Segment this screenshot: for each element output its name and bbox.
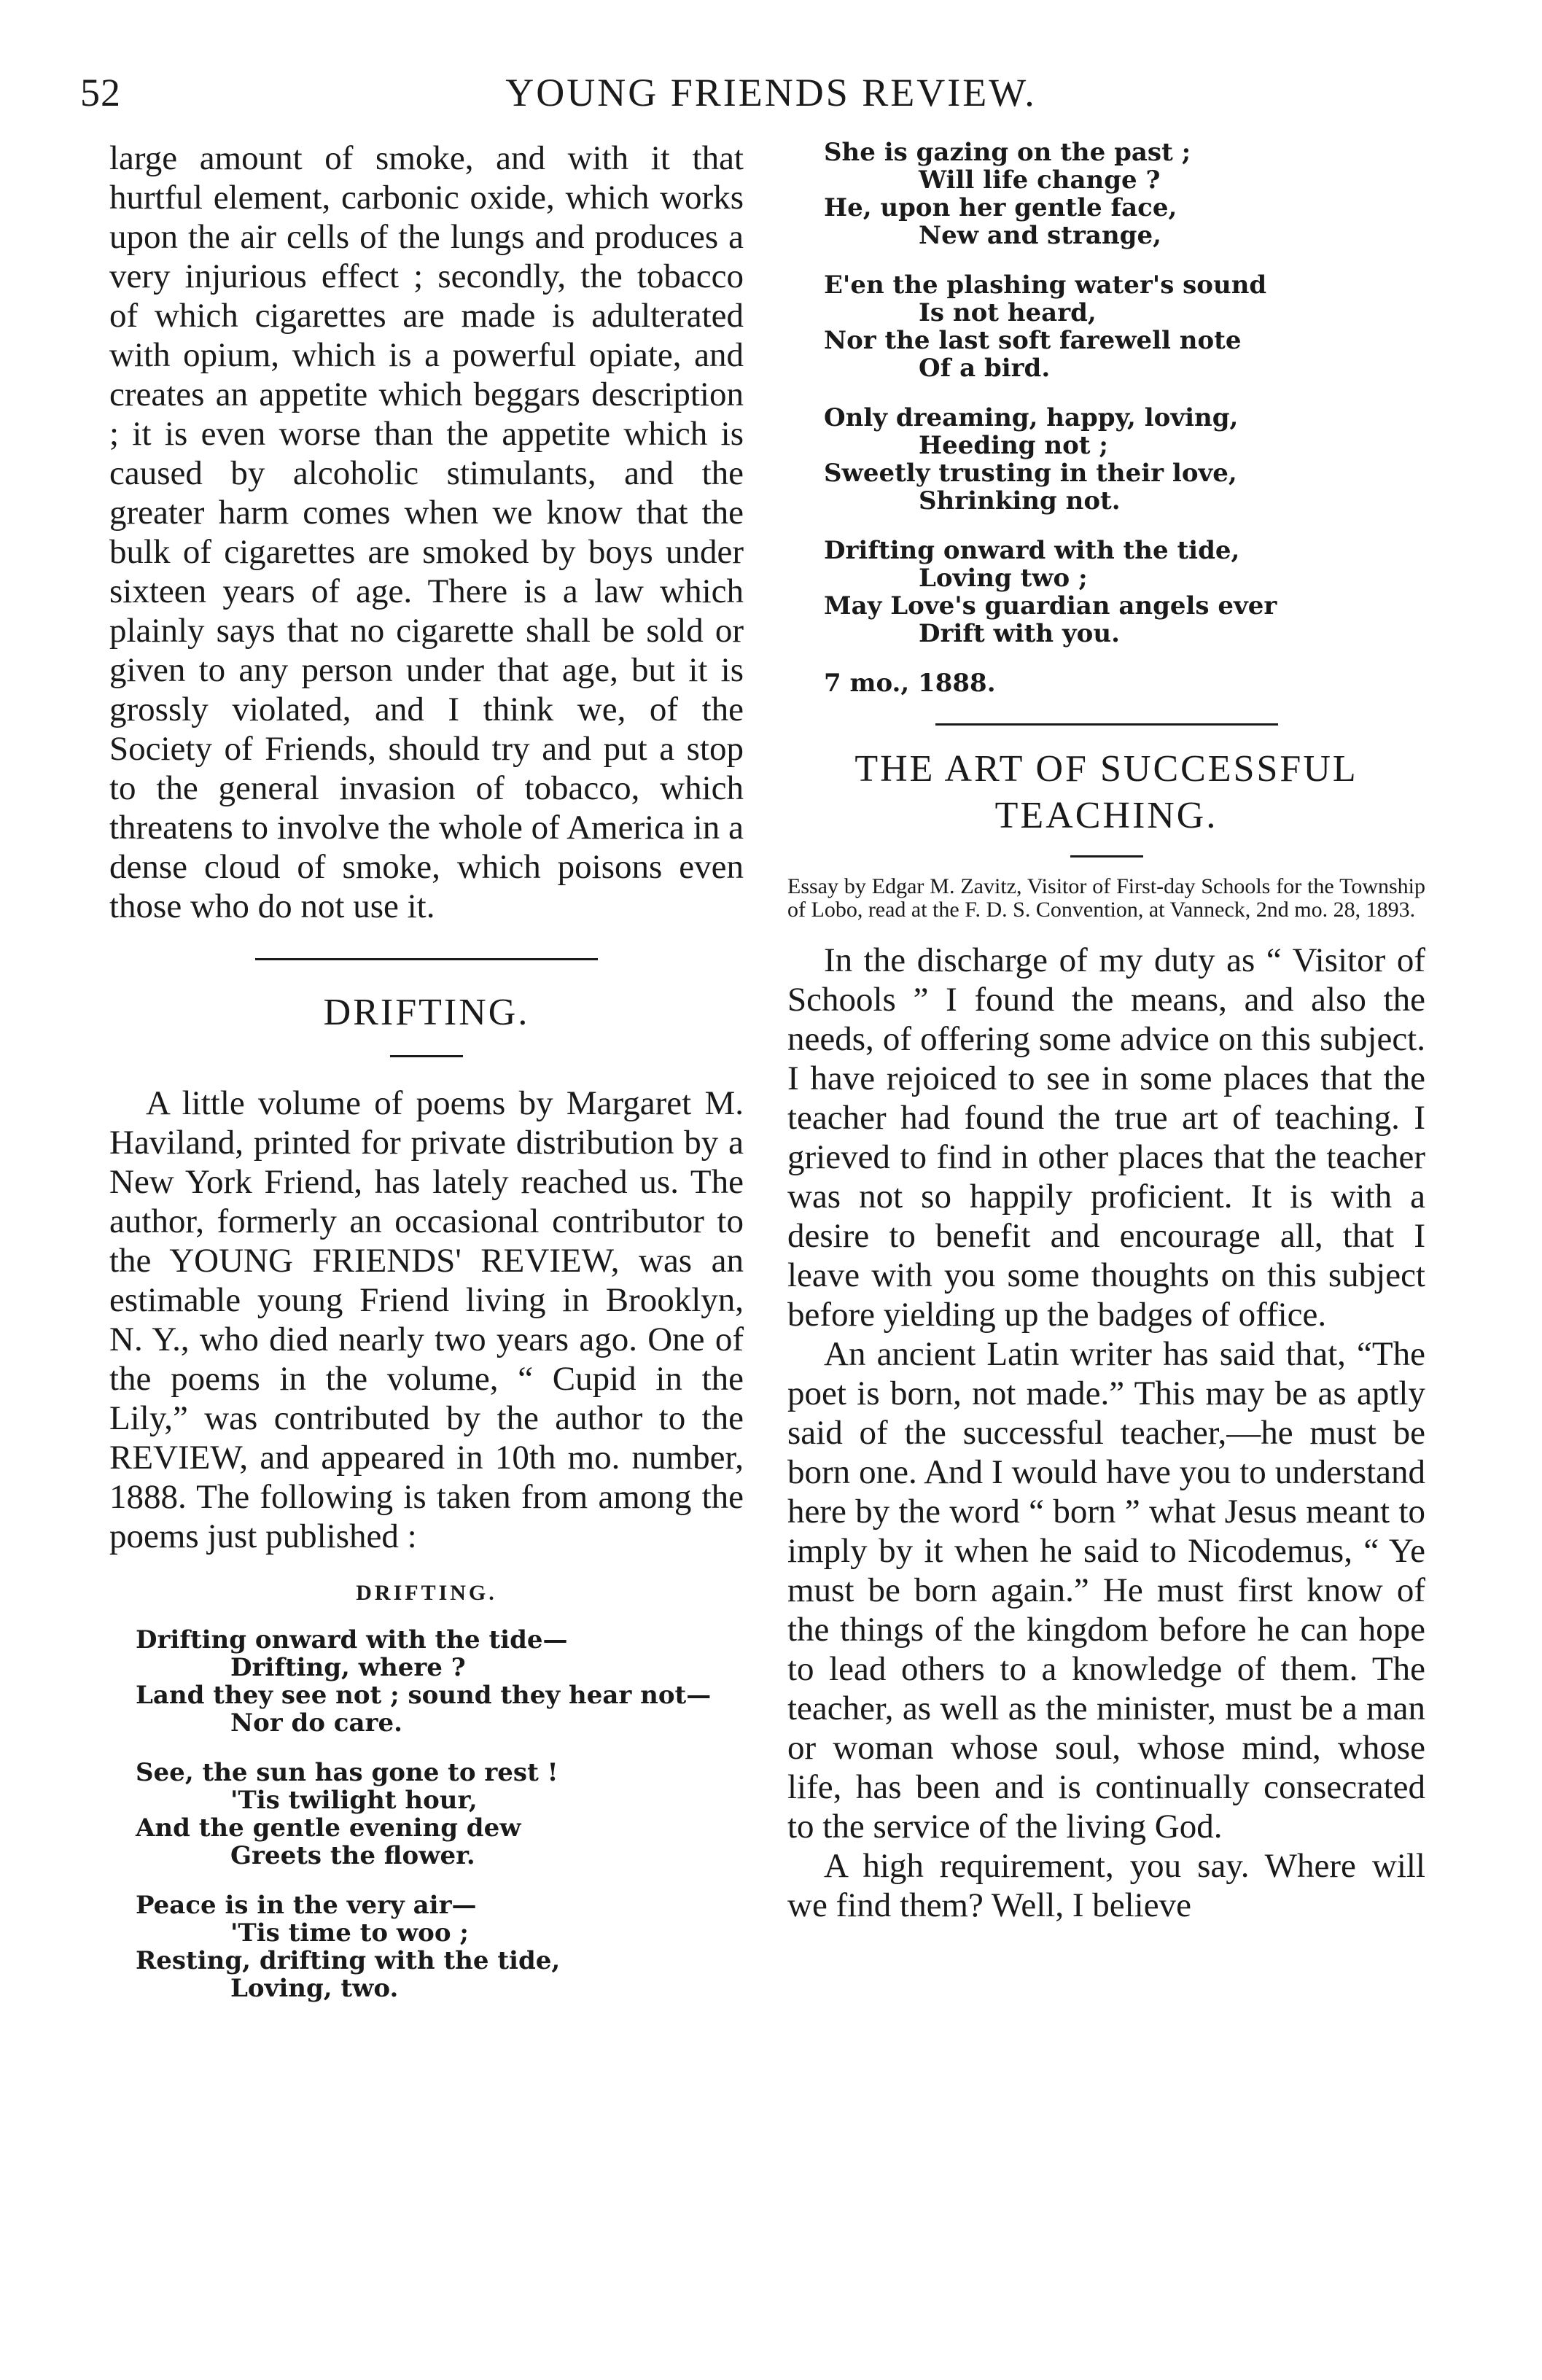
poem-line: Nor the last soft farewell note <box>824 326 1242 355</box>
poem-line: 'Tis time to woo ; <box>230 1918 469 1948</box>
essay-paragraph: A high requirement, you say. Where will we find them? Well, I believe <box>787 1847 1425 1924</box>
poem-date: 7 mo., 1888. <box>824 669 996 698</box>
poem-line: Peace is in the very air— <box>136 1891 477 1920</box>
poem-line: Resting, drifting with the tide, <box>136 1946 561 1975</box>
poem-line: Is not heard, <box>919 298 1097 327</box>
poem-line: See, the sun has gone to rest ! <box>136 1758 558 1787</box>
poem-line: 'Tis twilight hour, <box>230 1786 478 1815</box>
poem-line: New and strange, <box>919 221 1161 250</box>
page-number: 52 <box>80 71 121 114</box>
poem-line: Drifting onward with the tide, <box>824 536 1240 565</box>
poem-line: Drift with you. <box>919 619 1120 648</box>
poem-line: Loving two ; <box>919 564 1088 593</box>
poem-line: Greets the flower. <box>230 1841 475 1870</box>
right-column <box>787 139 1425 1925</box>
essay-paragraph: In the discharge of my duty as “ Visitor of Schools ” I found the means, and also the needs, of offering some advice on this subject. I have rejoiced to see in some places that the teacher had found the true art of teaching. I grieved to find in other places that the teacher was not so happily proficient. It is with a desire to benefit and encourage all, that I leave with you some thoughts on this subject before yielding up the badges of office. <box>787 941 1425 1334</box>
drifting-section-title: DRIFTING. <box>323 992 530 1033</box>
poem-line: Land they see not ; sound they hear not— <box>136 1681 712 1710</box>
poem-line: Sweetly trusting in their love, <box>824 459 1237 488</box>
essay-title-line-2: TEACHING. <box>994 795 1218 836</box>
poem-stanza <box>824 404 1425 515</box>
drifting-intro <box>109 1084 744 1556</box>
essay-paragraph: An ancient Latin writer has said that, “The poet is born, not made.” This may be as aptly said of the successful teacher,—he must be born one. And I would have you to understand here by the word “ born ” what Jesus meant to imply by it when he said to Nicodemus, “ Ye must be born again.” He must first know of the things of the kingdom before he can hope to lead others to a knowledge of them. The teacher, as well as the minister, must be a man or woman whose soul, whose mind, whose life, has been and is continually consecrated to the service of the living God. <box>787 1335 1425 1846</box>
left-column <box>109 139 744 2024</box>
poem-line: Of a bird. <box>919 354 1051 383</box>
poem-stanza <box>824 271 1425 382</box>
essay-byline: Essay by Edgar M. Zavitz, Visitor of First-day Schools for the Township of Lobo, read at the F. D. S. Convention, at Vanneck, 2nd mo. 28, 1893. <box>787 874 1425 922</box>
poem-title: DRIFTING. <box>356 1581 497 1605</box>
poem-stanza <box>136 1891 744 2002</box>
poem-line: Will life change ? <box>919 166 1161 195</box>
poem-line: Shrinking not. <box>919 486 1121 516</box>
poem-line: May Love's guardian angels ever <box>824 591 1277 621</box>
poem-stanza <box>824 537 1425 648</box>
poem-stanza <box>136 1626 744 1737</box>
poem-line: And the gentle evening dew <box>136 1813 521 1843</box>
tobacco-article-continuation <box>109 139 744 926</box>
poem-part-right <box>787 139 1425 697</box>
poem-line: E'en the plashing water's sound <box>824 271 1267 300</box>
poem-line: He, upon her gentle face, <box>824 193 1177 222</box>
essay-title-line-1: THE ART OF SUCCESSFUL <box>854 748 1358 790</box>
poem-line: Drifting onward with the tide— <box>136 1625 568 1654</box>
poem-line: Only dreaming, happy, loving, <box>824 403 1239 432</box>
poem-line: Loving, two. <box>230 1974 399 2003</box>
drifting-intro-paragraph: A little volume of poems by Margaret M. Haviland, printed for private distribution by a New York Friend, has lately reached us. The author, formerly an occasional contributor to the YOUNG FRIENDS' REVIEW, was an estimable young Friend living in Brooklyn, N. Y., who died nearly two years ago. One of the poems in the volume, “ Cupid in the Lily,” was contributed by the author to the REVIEW, and appeared in 10th mo. number, 1888. The following is taken from among the poems just published : <box>109 1084 744 1555</box>
poem-part-left <box>109 1626 744 2002</box>
poem-line: Heeding not ; <box>919 431 1108 460</box>
essay-body <box>787 941 1425 1925</box>
tobacco-paragraph: large amount of smoke, and with it that hurtful element, carbonic oxide, which works upon the air cells of the lungs and produces a very injurious effect ; secondly, the tobacco of which cigarettes are made is adulterated with opium, which is a powerful opiate, and creates an appetite which beggars description ; it is even worse than the appetite which is caused by alcoholic stimulants, and the greater harm comes when we know that the bulk of cigarettes are smoked by boys under sixteen years of age. There is a law which plainly says that no cigarette shall be sold or given to any person under that age, but it is grossly violated, and I think we, of the Society of Friends, should try and put a stop to the general invasion of tobacco, which threatens to involve the whole of America in a dense cloud of smoke, which poisons even those who do not use it. <box>109 139 744 925</box>
poem-stanza <box>824 139 1425 249</box>
poem-line: Nor do care. <box>230 1708 402 1738</box>
poem-line: She is gazing on the past ; <box>824 138 1191 167</box>
poem-stanza <box>136 1759 744 1870</box>
poem-line: Drifting, where ? <box>230 1653 466 1682</box>
running-title: YOUNG FRIENDS REVIEW. <box>505 71 1037 114</box>
